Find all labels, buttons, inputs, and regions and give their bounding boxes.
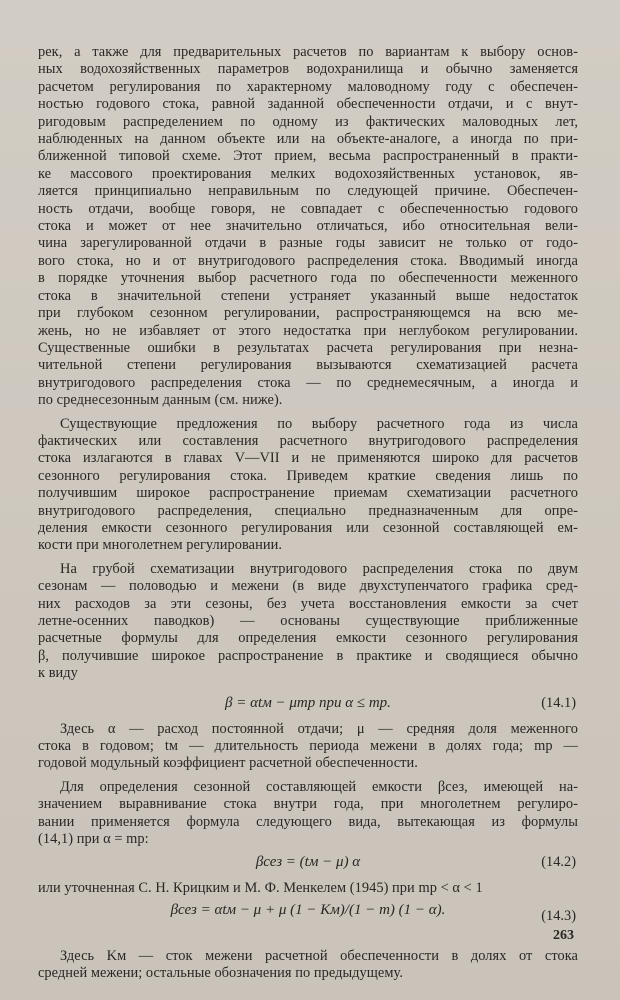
- text-line: ностью годового стока, равной заданной обеспеченности отдачи, и с внут-: [38, 96, 578, 113]
- text-line: при глубоком сезонном регулировании, распространяющемся на всю ме-: [38, 305, 578, 322]
- text-line: расчетом регулирования по характерному маловодному году с обеспечен-: [38, 78, 578, 95]
- text-line: Существенные ошибки в результатах расчета регулирования при незна-: [38, 339, 578, 356]
- text-line: к виду: [38, 665, 78, 682]
- text-line: На грубой схематизации внутригодового распределения стока по двум: [60, 560, 578, 577]
- text-line: внутригодового распределения, специально предназначенным для опре-: [38, 502, 578, 519]
- text-line: них расходов за эти сезоны, без учета восстановления емкости за счет: [38, 595, 578, 612]
- text-line: сезонам — половодью и межени (в виде двухступенчатого графика сред-: [38, 578, 578, 595]
- text-line: ных водохозяйственных параметров водохранилища и обычно заменяется: [38, 61, 578, 78]
- paragraph-1: [38, 44, 578, 410]
- text-line: фактических или составления расчетного внутригодового распределения: [38, 432, 578, 449]
- text-line: Здесь Kм — сток межени расчетной обеспеченности в долях от стока: [60, 947, 578, 964]
- text-line: по среднесезонным данным (см. ниже).: [38, 392, 283, 409]
- text-line: Здесь α — расход постоянной отдачи; μ — средняя доля меженного: [60, 720, 578, 737]
- text-line: или уточненная С. Н. Крицким и М. Ф. Менкелем (1945) при mр < α < 1: [38, 880, 483, 897]
- text-line: β, получившие широкое распространение в практике и сводящиеся обычно: [38, 647, 578, 664]
- text-line: ность отдачи, вообще говоря, не совпадает с обеспеченностью годового: [38, 200, 578, 217]
- text-line: стока в годовом; tм — длительность периода межени в долях года; mр —: [38, 738, 578, 755]
- formula-expression: βсез = (tм − μ) α: [255, 854, 361, 871]
- text-line: годовой модульный коэффициент расчетной обеспеченности.: [38, 755, 418, 772]
- text-line: рек, а также для предварительных расчетов по вариантам к выбору основ-: [38, 44, 578, 60]
- paragraph-4: [38, 721, 578, 773]
- formula-expression: βсез = αtм − μ + μ (1 − Kм)/(1 − m) (1 − α).: [170, 901, 446, 918]
- text-line: вании применяется формула следующего вида, вытекающая из формулы: [38, 813, 578, 830]
- text-line: Существующие предложения по выбору расчетного года из числа: [60, 415, 578, 432]
- text-line: средней межени; остальные обозначения по предыдущему.: [38, 965, 403, 982]
- text-line: чительной степени регулирования вызываются схематизацией расчета: [38, 357, 578, 374]
- page-text: [38, 44, 578, 989]
- text-line: наблюденных на данном объекте или на объекте-аналоге, а иногда по при-: [38, 131, 578, 148]
- paragraph-5: [38, 779, 578, 849]
- paragraph-2: [38, 416, 578, 555]
- text-line: значением выравнивание стока внутри года, при многолетнем регулиро-: [38, 796, 578, 813]
- formula-number: (14.1): [541, 694, 576, 711]
- text-line: в порядке уточнения выбор расчетного года по обеспеченности меженного: [38, 270, 578, 287]
- text-line: стока излагаются в главах V—VII и не применяются широко для расчетов: [38, 450, 578, 467]
- formula-14-2: [38, 848, 578, 880]
- text-line: вого стока, но и от внутригодового распределения стока. Вводимый иногда: [38, 252, 578, 269]
- text-line: внутригодового распределения стока — по среднемесячным, а иногда и: [38, 374, 578, 391]
- text-line: ке массового проектирования мелких водохозяйственных установок, яв-: [38, 165, 578, 182]
- text-line: Для определения сезонной составляющей емкости βсез, имеющей на-: [60, 778, 578, 795]
- page-number: 263: [553, 928, 574, 943]
- formula-number: (14.2): [541, 854, 576, 871]
- text-line: ближенной типовой схеме. Этот прием, весьма распространенный в практи-: [38, 148, 578, 165]
- text-line: деления емкости сезонного регулирования или сезонной составляющей ем-: [38, 519, 578, 536]
- formula-14-1: [38, 689, 578, 721]
- text-line: сезонного регулирования стока. Приведем краткие сведения лишь по: [38, 467, 578, 484]
- text-line: ригодовым распределением по одному из фактических маловодных лет,: [38, 113, 578, 130]
- paragraph-6: [38, 880, 578, 897]
- text-line: стока в значительной степени устраняет указанный выше недостаток: [38, 287, 578, 304]
- paragraph-3: [38, 561, 578, 683]
- text-line: (14,1) при α = mр:: [38, 831, 149, 848]
- text-line: получившим широкое распространение приемам схематизации расчетного: [38, 485, 578, 502]
- text-line: ляется принципиально неправильным по следующей причине. Обеспечен-: [38, 183, 578, 200]
- formula-number: (14.3): [541, 907, 576, 924]
- text-line: кости при многолетнем регулировании.: [38, 537, 283, 554]
- text-line: жень, но не избавляет от этого недостатка при неглубоком регулировании.: [38, 322, 578, 339]
- formula-expression: β = αtм − μmр при α ≤ mр.: [225, 694, 391, 711]
- text-line: чина зарегулированной отдачи в разные годы зависит не только от годо-: [38, 235, 578, 252]
- paragraph-7: [38, 948, 578, 983]
- text-line: стока и может от нее значительно отличаться, ибо относительная вели-: [38, 218, 578, 235]
- text-line: летне-осенних паводков) — основаны существующие приближенные: [38, 613, 578, 629]
- text-line: расчетные формулы для определения емкости сезонного регулирования: [38, 630, 578, 647]
- formula-14-3: [38, 898, 578, 938]
